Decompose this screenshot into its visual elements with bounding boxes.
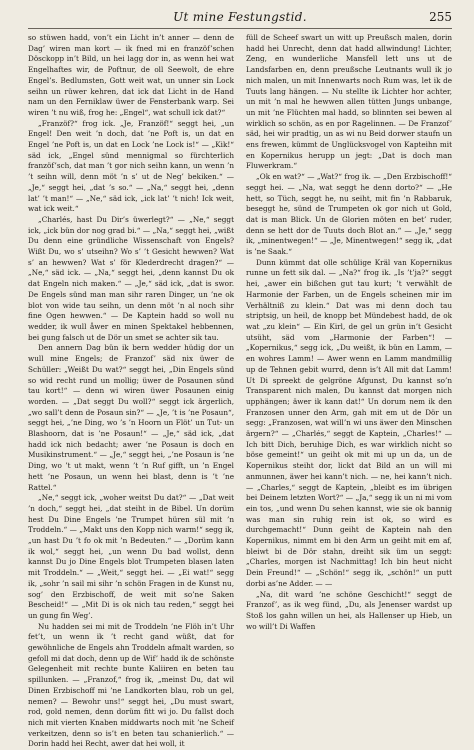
running-title: Ut mine Festungstid. bbox=[173, 10, 307, 24]
page-header bbox=[28, 8, 452, 29]
paragraph: Dunn kümmt dat olle schülige Kräl van Kopernikus runne un fett sik dal. — „Na?“ frog ik. „Is ’t’ja?“ seggt hei, „awer ein bißchen gut tau kurt; ’t verwählt de Harmonie der Farben, un de Engels scheinen mir im Verhältniß zu klein.“ Dat was mi denn doch tau striptsig, un heil, de knopp bet Mündebest hadd, de ok wat „zu klein“ — Ein Kirl, de gel un grün in’t Gesicht utsüht, säd vom „Harmonie der Farben“! — „Kopernikus,“ segg ick, „Du weißt, ik bün en Lamm, — en wohres Lamm! — Awer wenn en Lamm mandmillig up de Tehnen gebit wurrd, denn is’t All mit dat Lamm! Ut Di spreekt de gelgröne Afgunst, Du kannst so’n Transparent nich malen, Du kannst dat morgen nich upphängen; äwer ik kann dat!“ Un dorum nem ik den Franzosen unner den Arm, gah mit em ut de Dör un segg: „Franzosen, wat will’n wi uns äwer den Minschen ärgern?“ — „Charlés,“ seggt de Kaptein, „Charles!“ — Ich bitt Dich, beruhige Dich, es war wirklich nicht so böse gemeint!“ un geiht ok mit mi up un da, un de Kopernikus steiht dor, lickt dat Bild an un will mi anmunnen, äwer hei kann’t nich. — ne, hei kann’t nich. — „Charles,“ seggt de Kaptein, „bleibt es im übrigen bei Deinem letzten Wort?“ — „Ja,“ segg ik un ni mi vom ein tos, „und wenn Du sehen kannst, wie sie ok bannig was man sin ruhig rein ist ok, so wird es durchgemacht!“ Dunn geiht de Kaptein nah den Kopernikus, nimmt em bi den Arm un geiht mit em af, bleiwt bi de Dör stahn, dreiht sik üm un seggt: „Charles, morgen ist Nachmittag! Ich bin heut nicht Dein Freund!“ — „Schön!“ segg ik, „schön!“ un putt dorbi as’ne Adder. — — bbox=[246, 257, 452, 588]
left-column bbox=[28, 33, 234, 749]
paragraph: Den annern Dag bün ik bern wedder hüdig dor un wull mine Engels; de Franzof’ säd nix üwer de Schüller: „Weißt Du wat?“ seggt hei, „Din Engels sünd so wid recht rund un mollig; üwer de Posaunen sünd tau kort!“ — denn wi wiren üwer Posaunen einig worden. — „Dat seggt Du woll?“ seggt ick ärgerlich, „wo sall’t denn de Posaun sin?“ — „Je, ’t is ’ne Posaun“, seggt hei, „’ne Ding, wo ’s ’n Hoorn un Flöt’ un Tut- un Blashoorn, dat is ’ne Posaun!“ — „Je,“ säd ick, „dat hadd ick nich bedacht; awer ’ne Posaun is doch en Musikinstrument.“ — „Je,“ seggt hei, „’ne Posaun is ’ne Ding, wo ’t ut makt, wenn ’t ’n Ruf gifft, un ’n Engel hett ’ne Posaun, un wenn hei blast, denn is ’t ’ne Rattel.“ bbox=[28, 343, 234, 492]
paragraph: Nu hadden sei mi mit de Troddeln ’ne Flöh in’t Uhr fet’t, un wenn ik ’t recht gand wüßt, dat for gewöhnliche de Engels ahn Troddeln afmalt warden, so gefoll mi dat doch, denn up de Wif’ hadd ik de schönste Gelegenheit mit rechte bunte Kaliiren en beten tau spillunken. — „Franzof,“ frog ik, „meinst Du, dat wil Dinen Erzbischoff mi ’ne Landkorten blau, rob un gel, nemen? — Bewohr uns!“ seggt hei, „Du must swart, rod, gold nemen, denn dorüm fitt wi jo. Du fallst doch nich mit vierten Knaben middwarts noch mit ’ne Scheif verkeitzen, denn so is’t en beten tau schanierlich.“ — Dorin hadd hei Recht, awer dat hei woll, it bbox=[28, 621, 234, 749]
paragraph: „Na, dit ward ’ne schöne Geschicht!“ seggt de Franzof’, as ik weg fünd, „Du, als Jenenser wardst up Stoß los gahn willen un hei, als Hallenser up Hieb, un wo will’t Di Waffen bbox=[246, 589, 452, 631]
paragraph: „Charlés, hast Du Dir’s üwerlegt?“ — „Ne,“ seggt ick, „ick bün dor nog grad bi.“ — „Na,“ seggt hei, „wißt Du denn eine gründliche Wissenschaft von Engels? Wißt Du, wo s’ utseihn? Wo s’ ’t Gesicht hewwen? Wat s’ an hewwen? Wat s’ för Klederdrecht dragen?“ — „Ne,“ säd ick. — „Na,“ seggt hei, „denn kannst Du ok dat Engeln nich maken.“ — „Je,“ säd ick, „dat is swor. De Engels sünd man man sihr raren Dinger, un ’ne ok blot von wide tau seihn, un denn möt ’n al noch sihr fine Ogen hewwen.“ — De Kaptein hadd so woll nu wedder, ik wull åwer en minen Spektakel hebbennen, bei gung falsch ut de Dör un smet se achter sik tau. bbox=[28, 214, 234, 342]
page-number: 255 bbox=[429, 10, 452, 24]
right-column bbox=[246, 33, 452, 653]
paragraph: so stüwen hadd, von’t ein Licht in’t anner — denn de Dag’ wiren man kort — ik fned mi en franzöf’schen Dösckopp in’t Bild, un hei lagg dor in, as wenn hei wat Engelhaftes wir, de Poftnur, de oll Seewolt, de ehre Engel’s. Bedlumsten, Gott weit wat, un unner sin Lock seihn un rüwer kehren, dat ick dat Licht in de Hand nam un den Ferniklaw üwer de Fensterbank warp. Sei wiren ’t nu wiß, frog he: „Engel“, wat schull ick dat?“ bbox=[28, 33, 234, 117]
paragraph: „Ne,“ seggt ick, „woher weitst Du dat?“ — „Dat weit ’n doch,“ seggt hei, „dat steiht in de Bibel. Un dorüm hest Du Dine Engels ’ne Trumpet hüren sül mit ’n Troddeln.“ — „Makt uns den Kopp nich warm!“ segg ik, „un hast Du ’t fo ok mit ’n Bedeuten.“ — „Dorüm kann ik wol,“ seggt hei, „un wenn Du bad wollst, denn kannst Du jo Dine Engels blot Trumpeten blasen laten mit Troddeln.“ — „Weit,“ seggt hei. — „Ei wat!“ segg ik, „sohr ’n sail mi sihr ’n schön Fragen in de Kunst nu, sog’ den Erzbischoff, de weit mit so’ne Saken Bescheid!“ — „Mit Di is ok nich tau reden,“ seggt hei un gung fin Weg’. bbox=[28, 493, 234, 620]
paragraph: füll de Scheef swart un witt up Preußsch malen, dorin hadd hei Unrecht, denn dat hadd allwindung! Lichter, Zeng, en wunderliche Mansfell lett uns ut de Landsfarben en, denn preußsche Leutnants wull ik jo nich malen, un mit Innenwarts noch Rum was, let ik de Tuuts lang hängen. — Nu stellte ik Lichter hor achter, un mit ’n mal he hewwen allen tütten Jungs unbange, un mit ’ne Flüchten mal hadd, so blinnten sei bewen al wirklich so schön, as en por Ragelinnen. — De Franzof’ säd, hei wir pradtig, un as wi nu Beid dorwer staufn un ens frewen, kümmt de Unglücksvogel von Kapteihn mit en Kopernikus herupp un jegt: „Dat is doch man Fluwerkram.“ bbox=[246, 33, 452, 171]
text-columns bbox=[28, 33, 452, 749]
paragraph: „Franzöf?“ frog ick. „Je, Franzöf!“ seggt hei, „un Engel! Den weit ’n doch, dat ’ne Poft is, un dat en Engel ’ne Poft is, un dat en Lock ’ne Lock is!“ — „Kik!“ säd ick, „Engel sünd mennigmal so fürchterlich franzöf’sch, dat man ’t gor nich seihn kann, un wenn ’n ’t seihn will, denn möt ’n s’ ut de Neg’ bekiken.“ — „Je,“ seggt hei, „dat ’s so.“ — „Na,“ seggt hei, „denn lat’ ’t man!“ — „Ne,“ säd ick, „ick lat’ ’t nich! Ick weit, wat ick weit.“ bbox=[28, 118, 234, 214]
paragraph: „Ok en wat?“ — „Wat?“ frog ik. — „Den Erzbischoff!“ seggt hei. — „Na, wat seggt he denn dorto?“ — „He hett, so Tüch, seggt he, nu seiht, mit fin ’n Rabbaruk, beseggt he, sünd de Trumpeten ok gor nich ut Gold, dat is man Blick. Un de Glorien möten en bet’ ruder, denn se hett dor de Tuuts doch Blot an.“ — „Je,“ segg ik, „minentwegen!“ — „Je, Minentwegen!“ segg ik, „dat is ’ne Saak.“ bbox=[246, 172, 452, 257]
